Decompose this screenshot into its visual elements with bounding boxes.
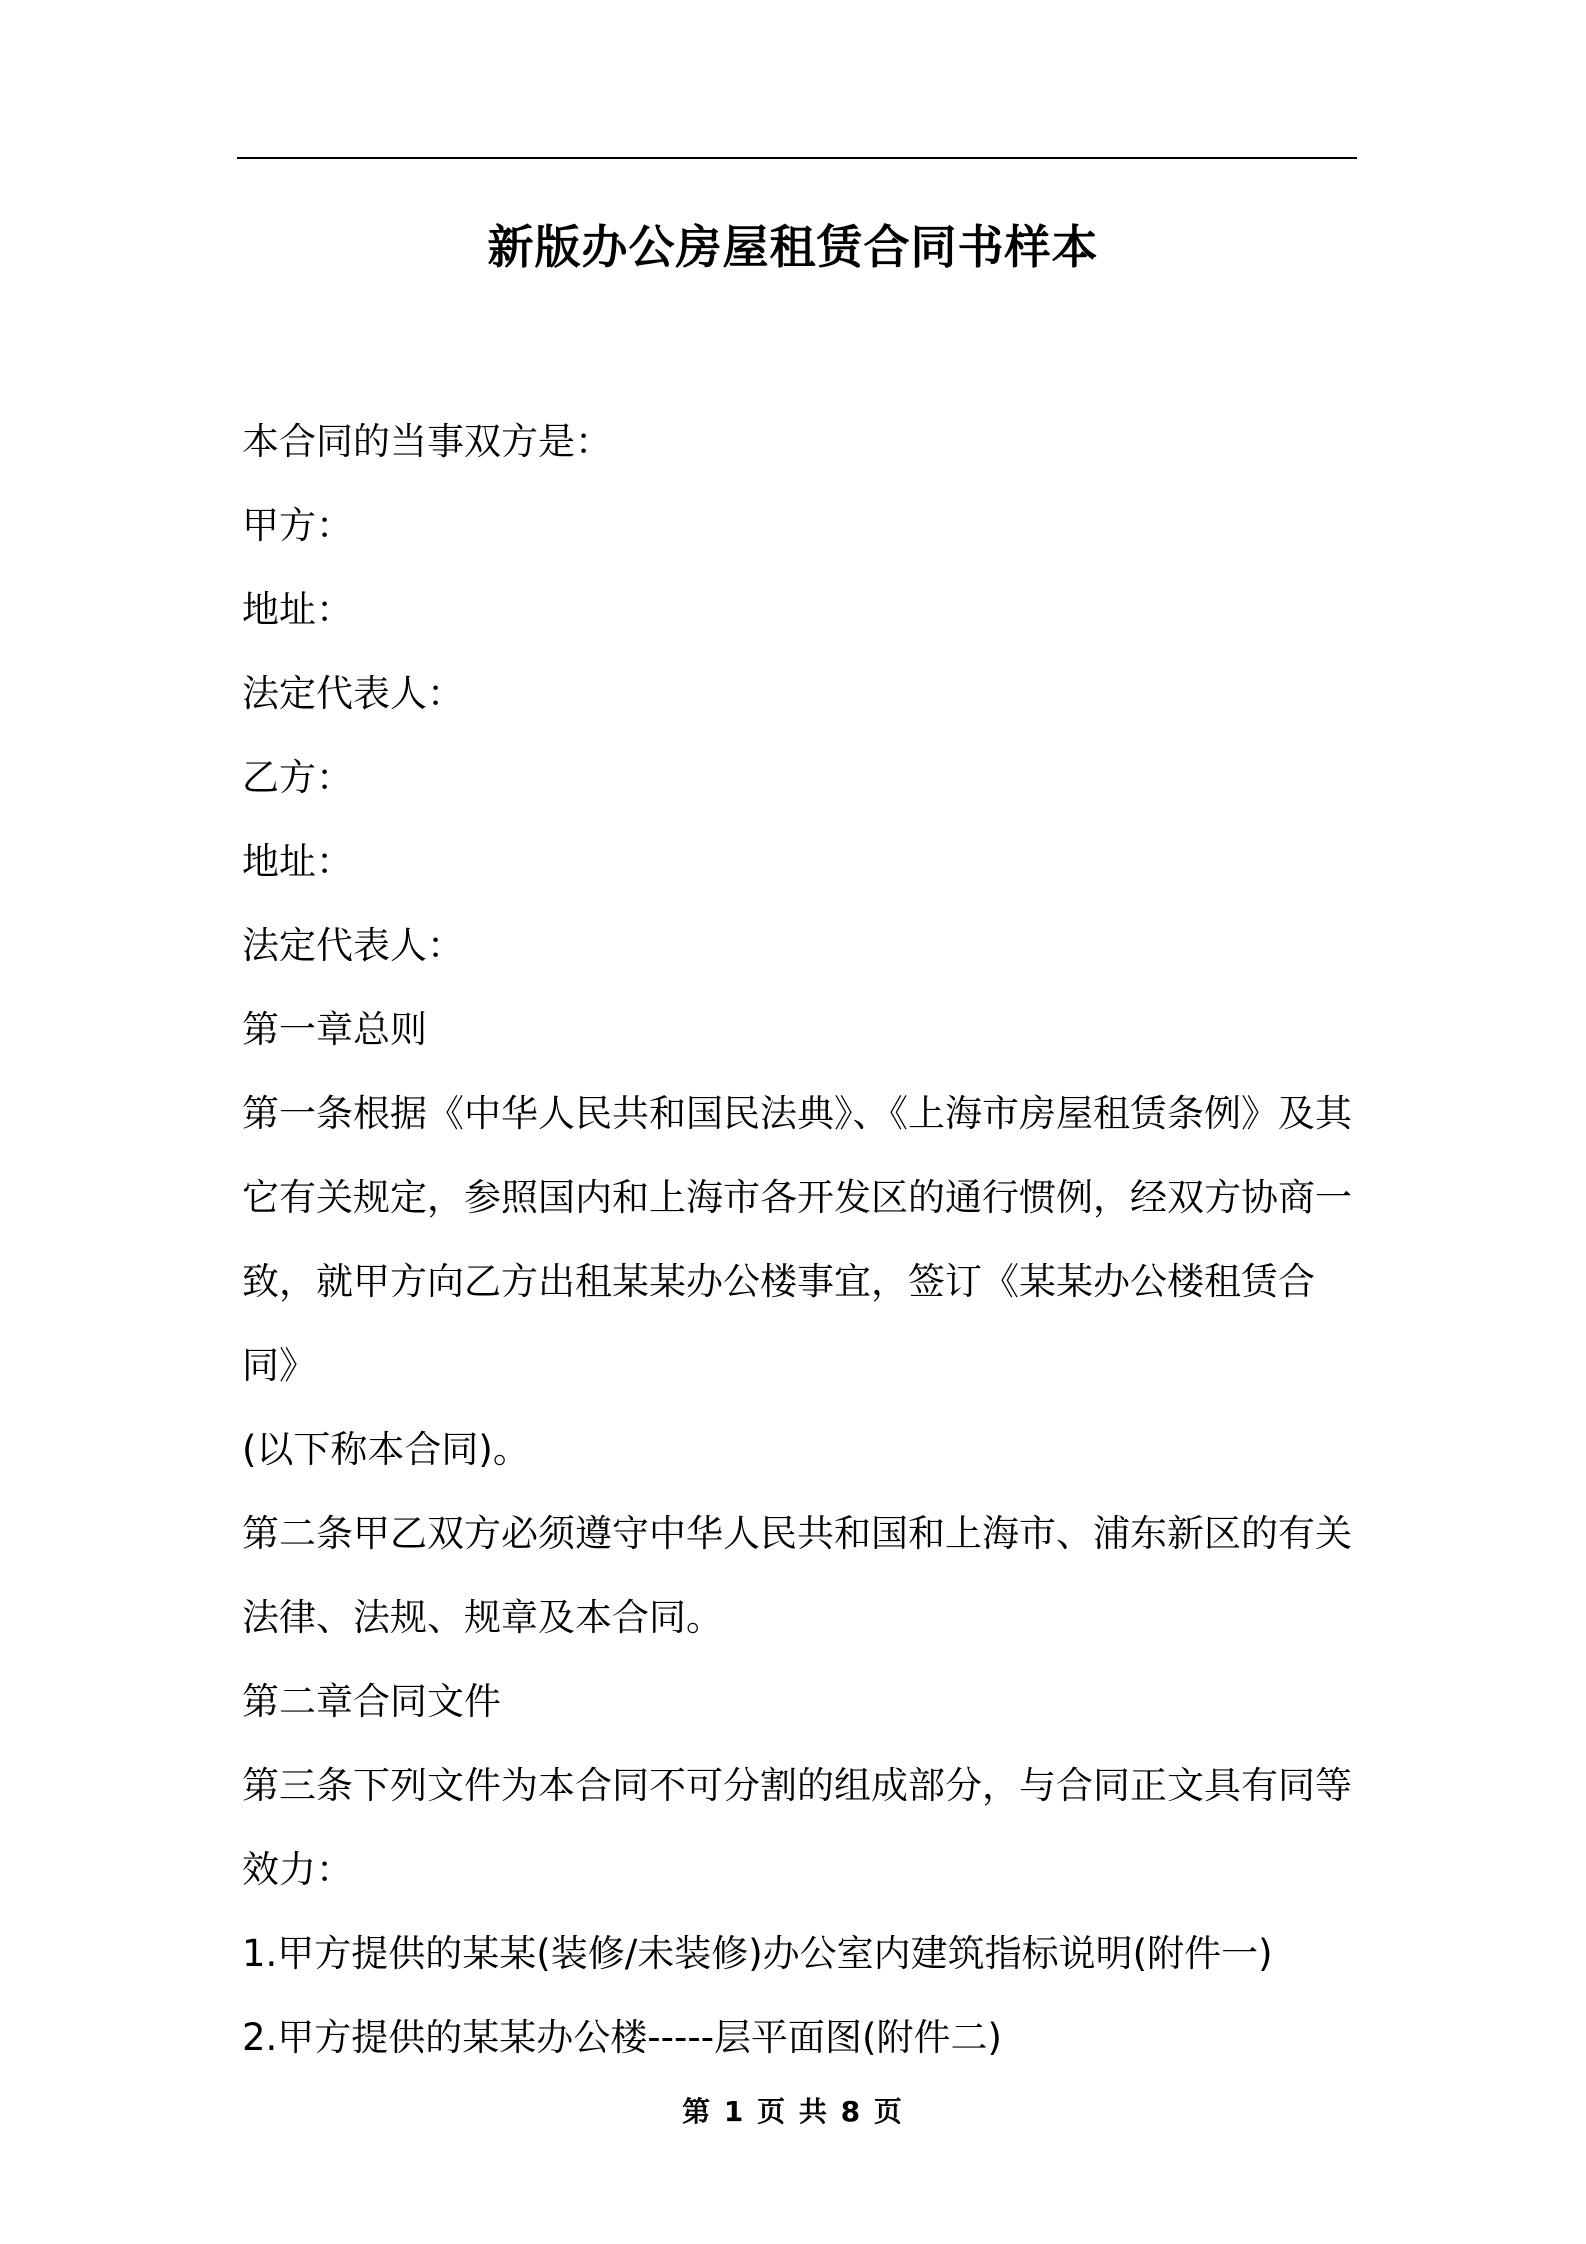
header-rule (237, 157, 1357, 159)
body-line: 法定代表人： (242, 924, 464, 967)
body-line: 第三条下列文件为本合同不可分割的组成部分，与合同正文具有同等 (242, 1764, 1352, 1807)
chapter-heading: 第一章总则 (242, 1008, 427, 1051)
body-line: 乙方： (242, 756, 353, 799)
body-line: 第一条根据《中华人民共和国民法典》、《上海市房屋租赁条例》及其 (242, 1092, 1352, 1135)
body-line: 致，就甲方向乙方出租某某办公楼事宜，签订《某某办公楼租赁合同》 (242, 1260, 1315, 1387)
body-line: 法定代表人： (242, 672, 464, 715)
list-item: 1.甲方提供的某某(装修/未装修)办公室内建筑指标说明(附件一) (242, 1932, 1273, 1975)
body-line: 效力： (242, 1848, 353, 1891)
body-line: 法律、法规、规章及本合同。 (242, 1596, 723, 1639)
body-line: 第二条甲乙双方必须遵守中华人民共和国和上海市、浦东新区的有关 (242, 1512, 1352, 1555)
body-line: (以下称本合同)。 (242, 1428, 530, 1471)
body-line: 地址： (242, 588, 353, 631)
body-line: 它有关规定，参照国内和上海市各开发区的通行惯例，经双方协商一 (242, 1176, 1352, 1219)
document-title: 新版办公房屋租赁合同书样本 (487, 220, 1099, 274)
page-footer: 第 1 页 共 8 页 (682, 2095, 904, 2128)
body-line: 地址： (242, 840, 353, 883)
body-line: 甲方： (242, 504, 353, 547)
body-line: 本合同的当事双方是： (242, 420, 612, 463)
list-item: 2.甲方提供的某某办公楼-----层平面图(附件二) (242, 2016, 1002, 2059)
chapter-heading: 第二章合同文件 (242, 1680, 501, 1723)
document-body (242, 400, 1362, 2080)
